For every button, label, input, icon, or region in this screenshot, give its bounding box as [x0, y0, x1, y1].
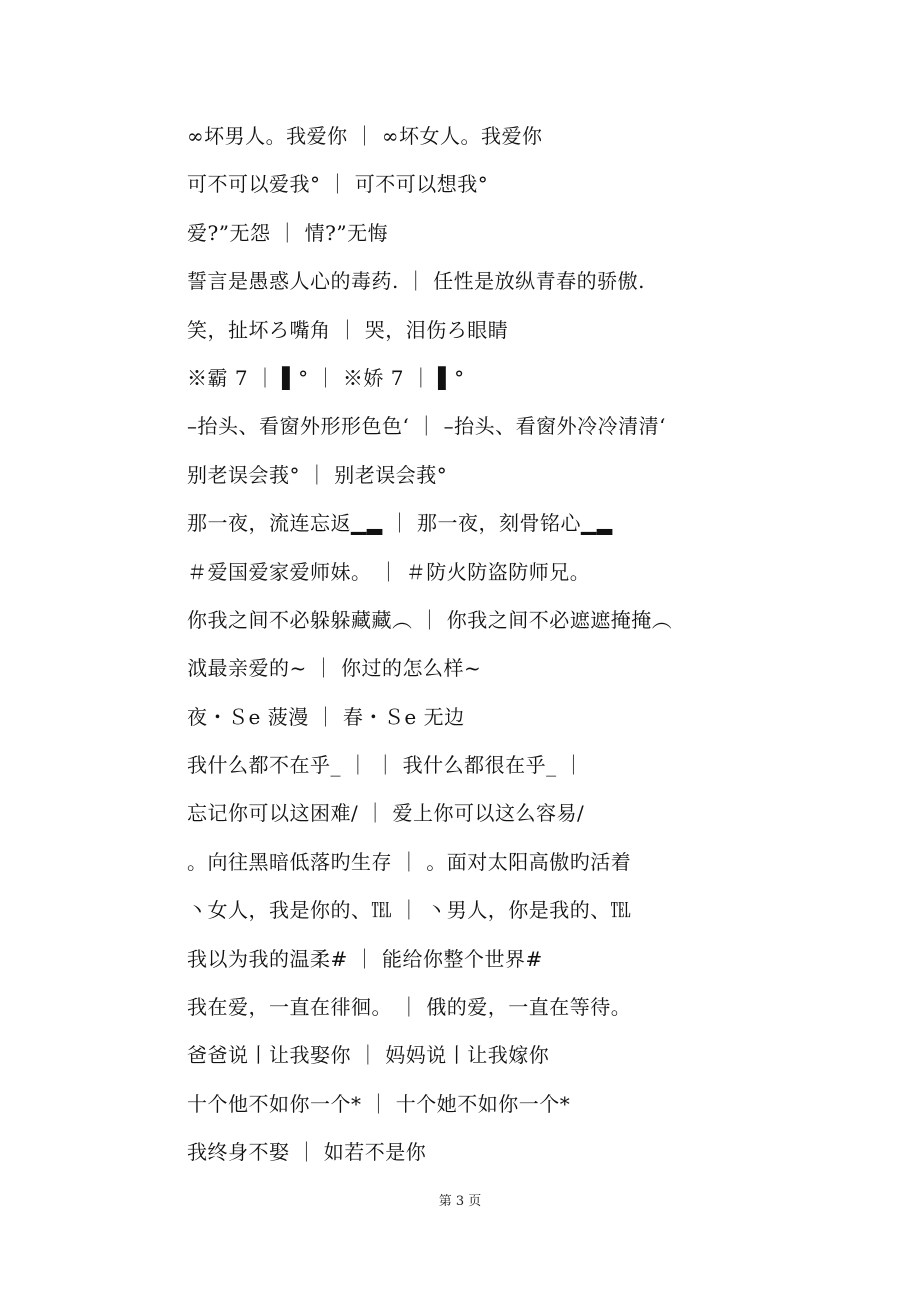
text-line: 誓言是愚惑人心的毒药. ｜ 任性是放纵青春的骄傲.: [187, 269, 645, 294]
text-line: –抬头、看窗外形形色色‘ ｜ –抬头、看窗外冷冷清清‘: [187, 414, 666, 439]
text-line: 你我之间不必躲躲藏藏︵ ｜ 你我之间不必遮遮掩掩︵: [187, 607, 673, 632]
text-line: 十个他不如你一个* ｜ 十个她不如你一个*: [187, 1091, 571, 1116]
text-line: 爱?”无怨 ｜ 情?”无悔: [187, 220, 389, 245]
text-line: 那一夜，流连忘返▁▂ ｜ 那一夜，刻骨铭心▁▂: [187, 511, 613, 536]
text-line: 别老误会莪° ｜ 别老误会莪°: [187, 462, 448, 487]
text-line: 夜・Ｓe 菠漫 ｜ 春・Ｓe 无边: [187, 704, 465, 729]
text-line: 泧最亲爱的~ ｜ 你过的怎么样~: [187, 656, 482, 681]
text-line: 我以为我的温柔# ｜ 能给你整个世界#: [187, 946, 543, 971]
text-line: 忘记你可以这困难/ ｜ 爱上你可以这么容易/: [187, 801, 585, 826]
text-line: ＃爱国爱家爱师妹。 ｜ ＃防火防盗防师兄。: [187, 559, 591, 584]
text-line: 我终身不娶 ｜ 如若不是你: [187, 1140, 427, 1165]
text-line: 我在爱，一直在徘徊。 ｜ 俄的爱，一直在等待。: [187, 995, 632, 1020]
text-lines: [187, 116, 827, 1181]
page-number: 第 3 页: [438, 1194, 482, 1209]
text-line: ※霸 7 ｜ ▌° ｜ ※娇 7 ｜ ▌°: [187, 365, 465, 390]
text-line: 。向往黑暗低落旳生存 ｜ 。面对太阳高傲旳活着: [187, 849, 632, 874]
text-line: 可不可以爱我° ｜ 可不可以想我°: [187, 172, 489, 197]
text-line: 笑，扯坏ろ嘴角 ｜ 哭，泪伤ろ眼睛: [187, 317, 509, 342]
text-line: 我什么都不在乎_ ｜ ｜ 我什么都很在乎_ ｜: [187, 753, 584, 778]
text-line: 丶女人，我是你的、℡ ｜ 丶男人，你是我的、℡: [187, 898, 632, 923]
text-line: 爸爸说丨让我娶你 ｜ 妈妈说丨让我嫁你: [187, 1043, 550, 1068]
text-line: ∞坏男人。我爱你 ｜ ∞坏女人。我爱你: [187, 124, 543, 148]
